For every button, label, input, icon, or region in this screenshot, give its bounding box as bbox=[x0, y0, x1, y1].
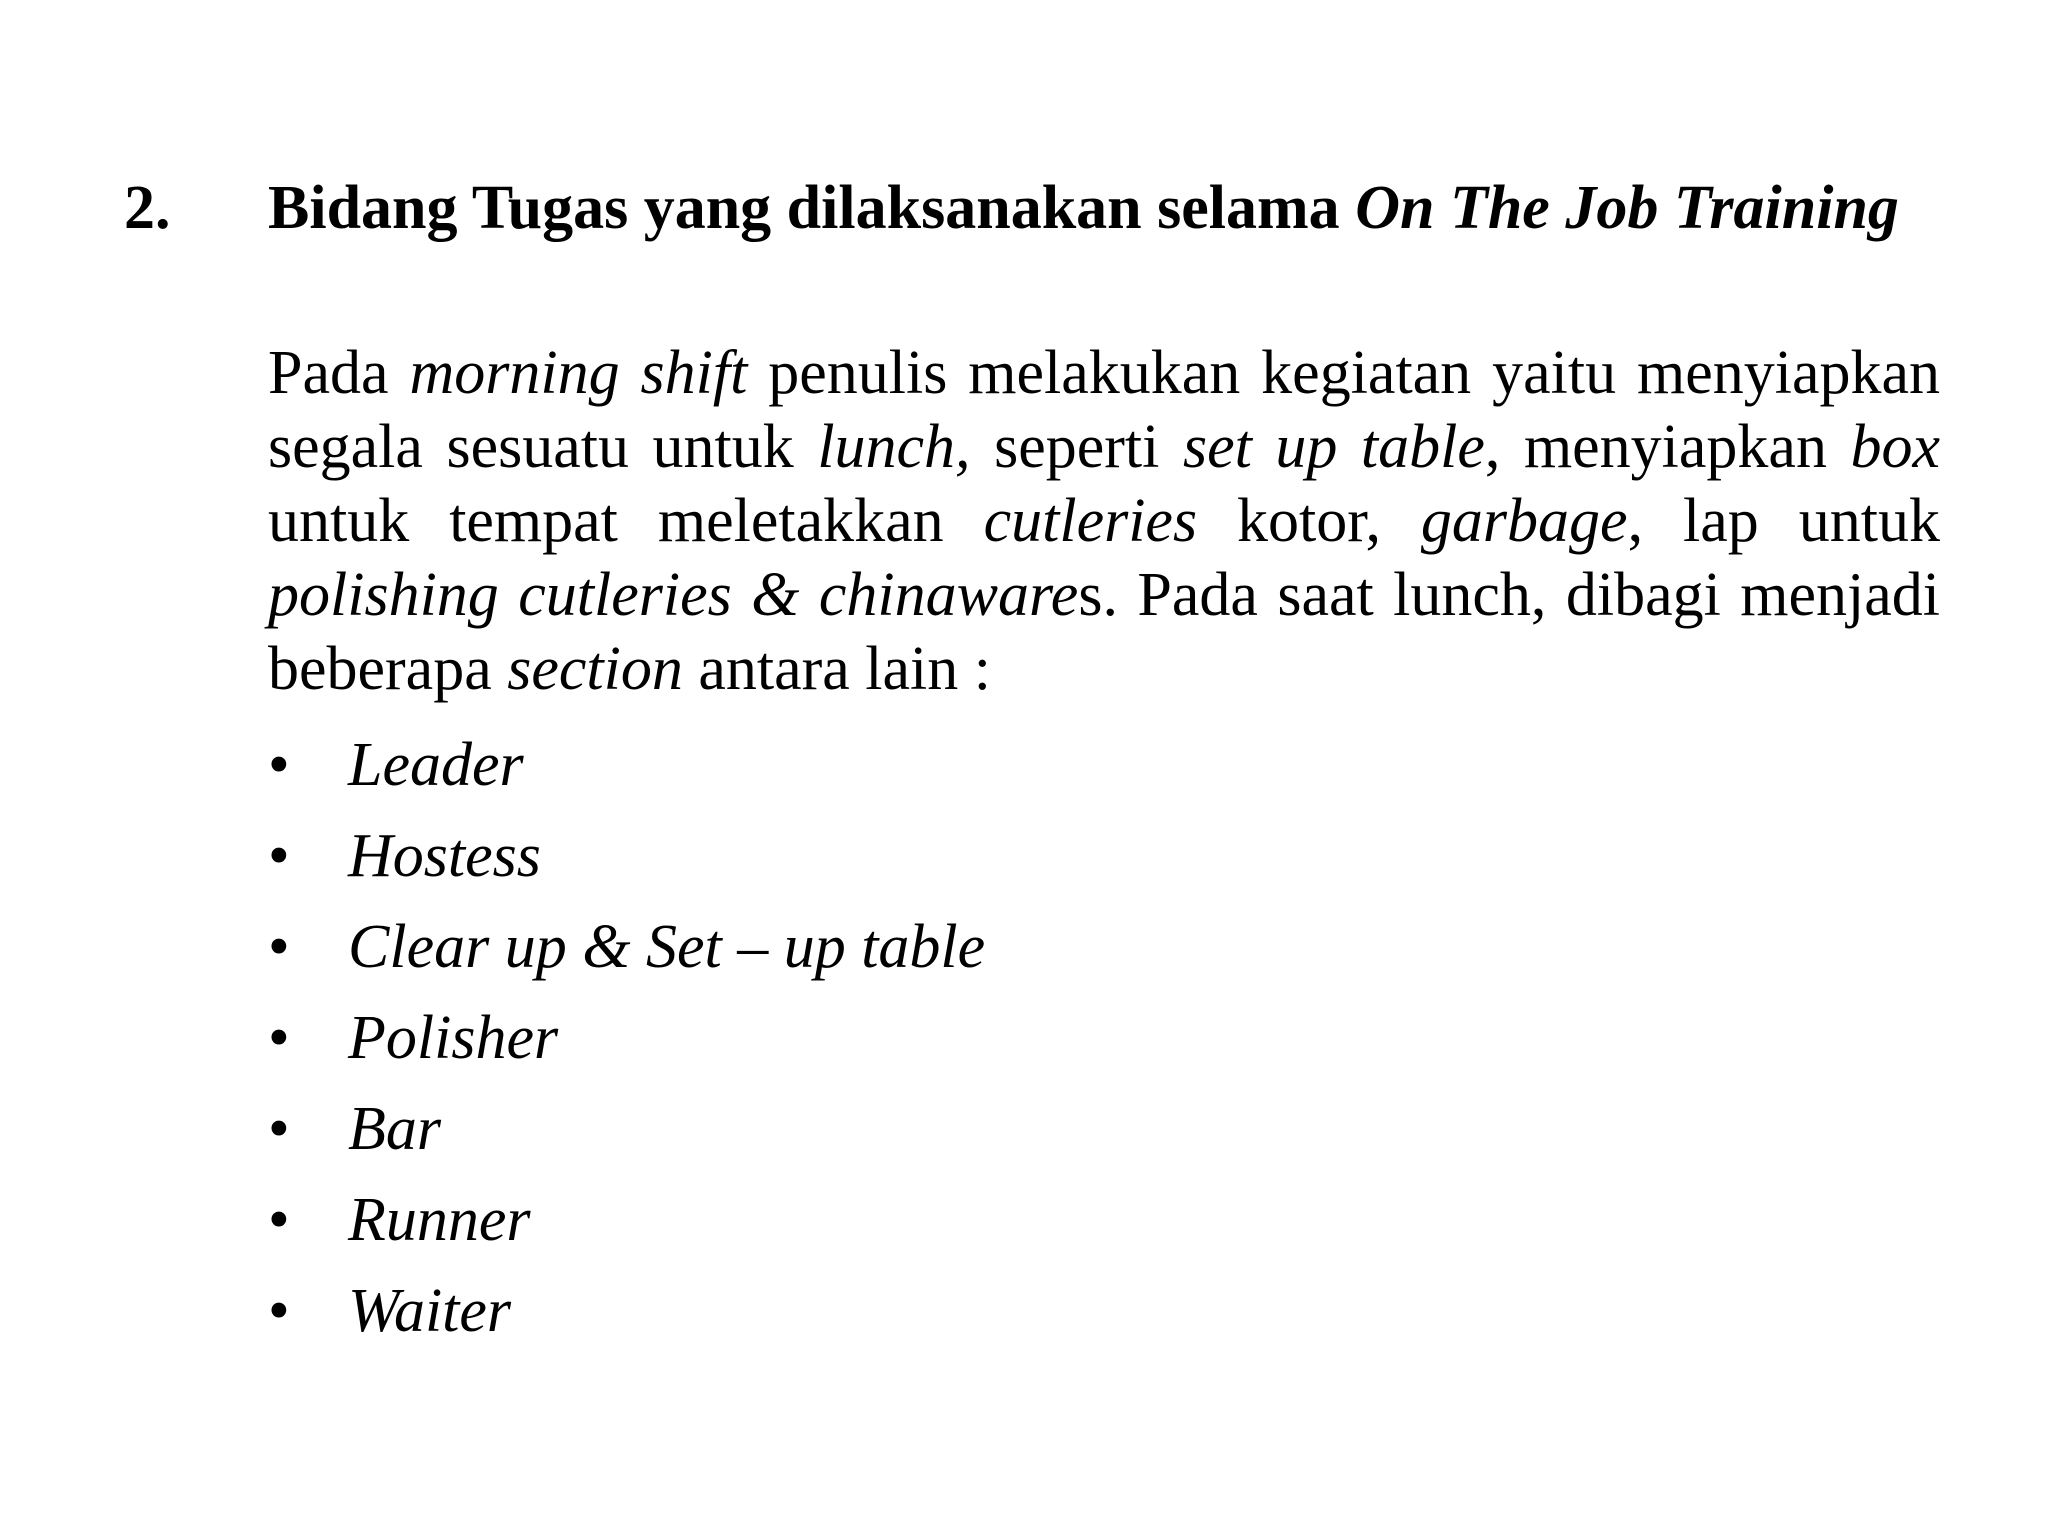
paragraph-italic-segment: lunch, bbox=[817, 413, 971, 481]
list-item-label: Runner bbox=[348, 1186, 531, 1254]
heading-italic-text: On The Job Training bbox=[1355, 174, 1899, 242]
paragraph-segment: kotor, bbox=[1197, 487, 1421, 555]
list-item-label: Leader bbox=[348, 731, 524, 799]
paragraph-segment: Pada bbox=[268, 339, 410, 407]
paragraph-italic-segment: polishing cutleries & chinaware bbox=[268, 561, 1079, 629]
paragraph-segment: untuk tempat meletakkan bbox=[268, 487, 984, 555]
paragraph-italic-segment: cutleries bbox=[983, 487, 1198, 555]
list-item-label: Bar bbox=[348, 1095, 441, 1163]
paragraph-italic-segment: box bbox=[1850, 413, 1941, 481]
heading-text: Bidang Tugas yang dilaksanakan selama bbox=[268, 174, 1356, 242]
section-heading bbox=[268, 172, 1948, 244]
paragraph-italic-segment: garbage bbox=[1420, 487, 1628, 555]
paragraph-segment: s. Pada saat lunch, dibagi menjadi beberapa bbox=[268, 561, 1941, 703]
list-item-label: Clear up & Set – up table bbox=[348, 913, 986, 981]
paragraph-italic-segment: morning shift bbox=[409, 339, 748, 407]
bullet-icon: • bbox=[268, 1095, 290, 1163]
paragraph-segment: seperti bbox=[970, 413, 1183, 481]
list-item-label: Hostess bbox=[348, 822, 541, 890]
bullet-icon: • bbox=[268, 731, 290, 799]
paragraph-italic-segment: set up table bbox=[1182, 413, 1485, 481]
body-paragraph bbox=[268, 336, 1940, 706]
paragraph-italic-segment: section bbox=[507, 635, 683, 703]
paragraph-segment: penulis melakukan kegiatan yaitu menyiapkan segala sesuatu untuk bbox=[268, 339, 1940, 481]
bullet-icon: • bbox=[268, 913, 290, 981]
section-number: 2. bbox=[124, 174, 171, 242]
paragraph-segment: , lap untuk bbox=[1627, 487, 1940, 555]
list-item-label: Polisher bbox=[348, 1004, 559, 1072]
list-item-label: Waiter bbox=[348, 1277, 512, 1345]
paragraph-segment: antara lain : bbox=[682, 635, 991, 703]
paragraph-segment: , menyiapkan bbox=[1484, 413, 1851, 481]
bullet-icon: • bbox=[268, 1186, 290, 1254]
bullet-icon: • bbox=[268, 822, 290, 890]
bullet-icon: • bbox=[268, 1004, 290, 1072]
bullet-icon: • bbox=[268, 1277, 290, 1345]
